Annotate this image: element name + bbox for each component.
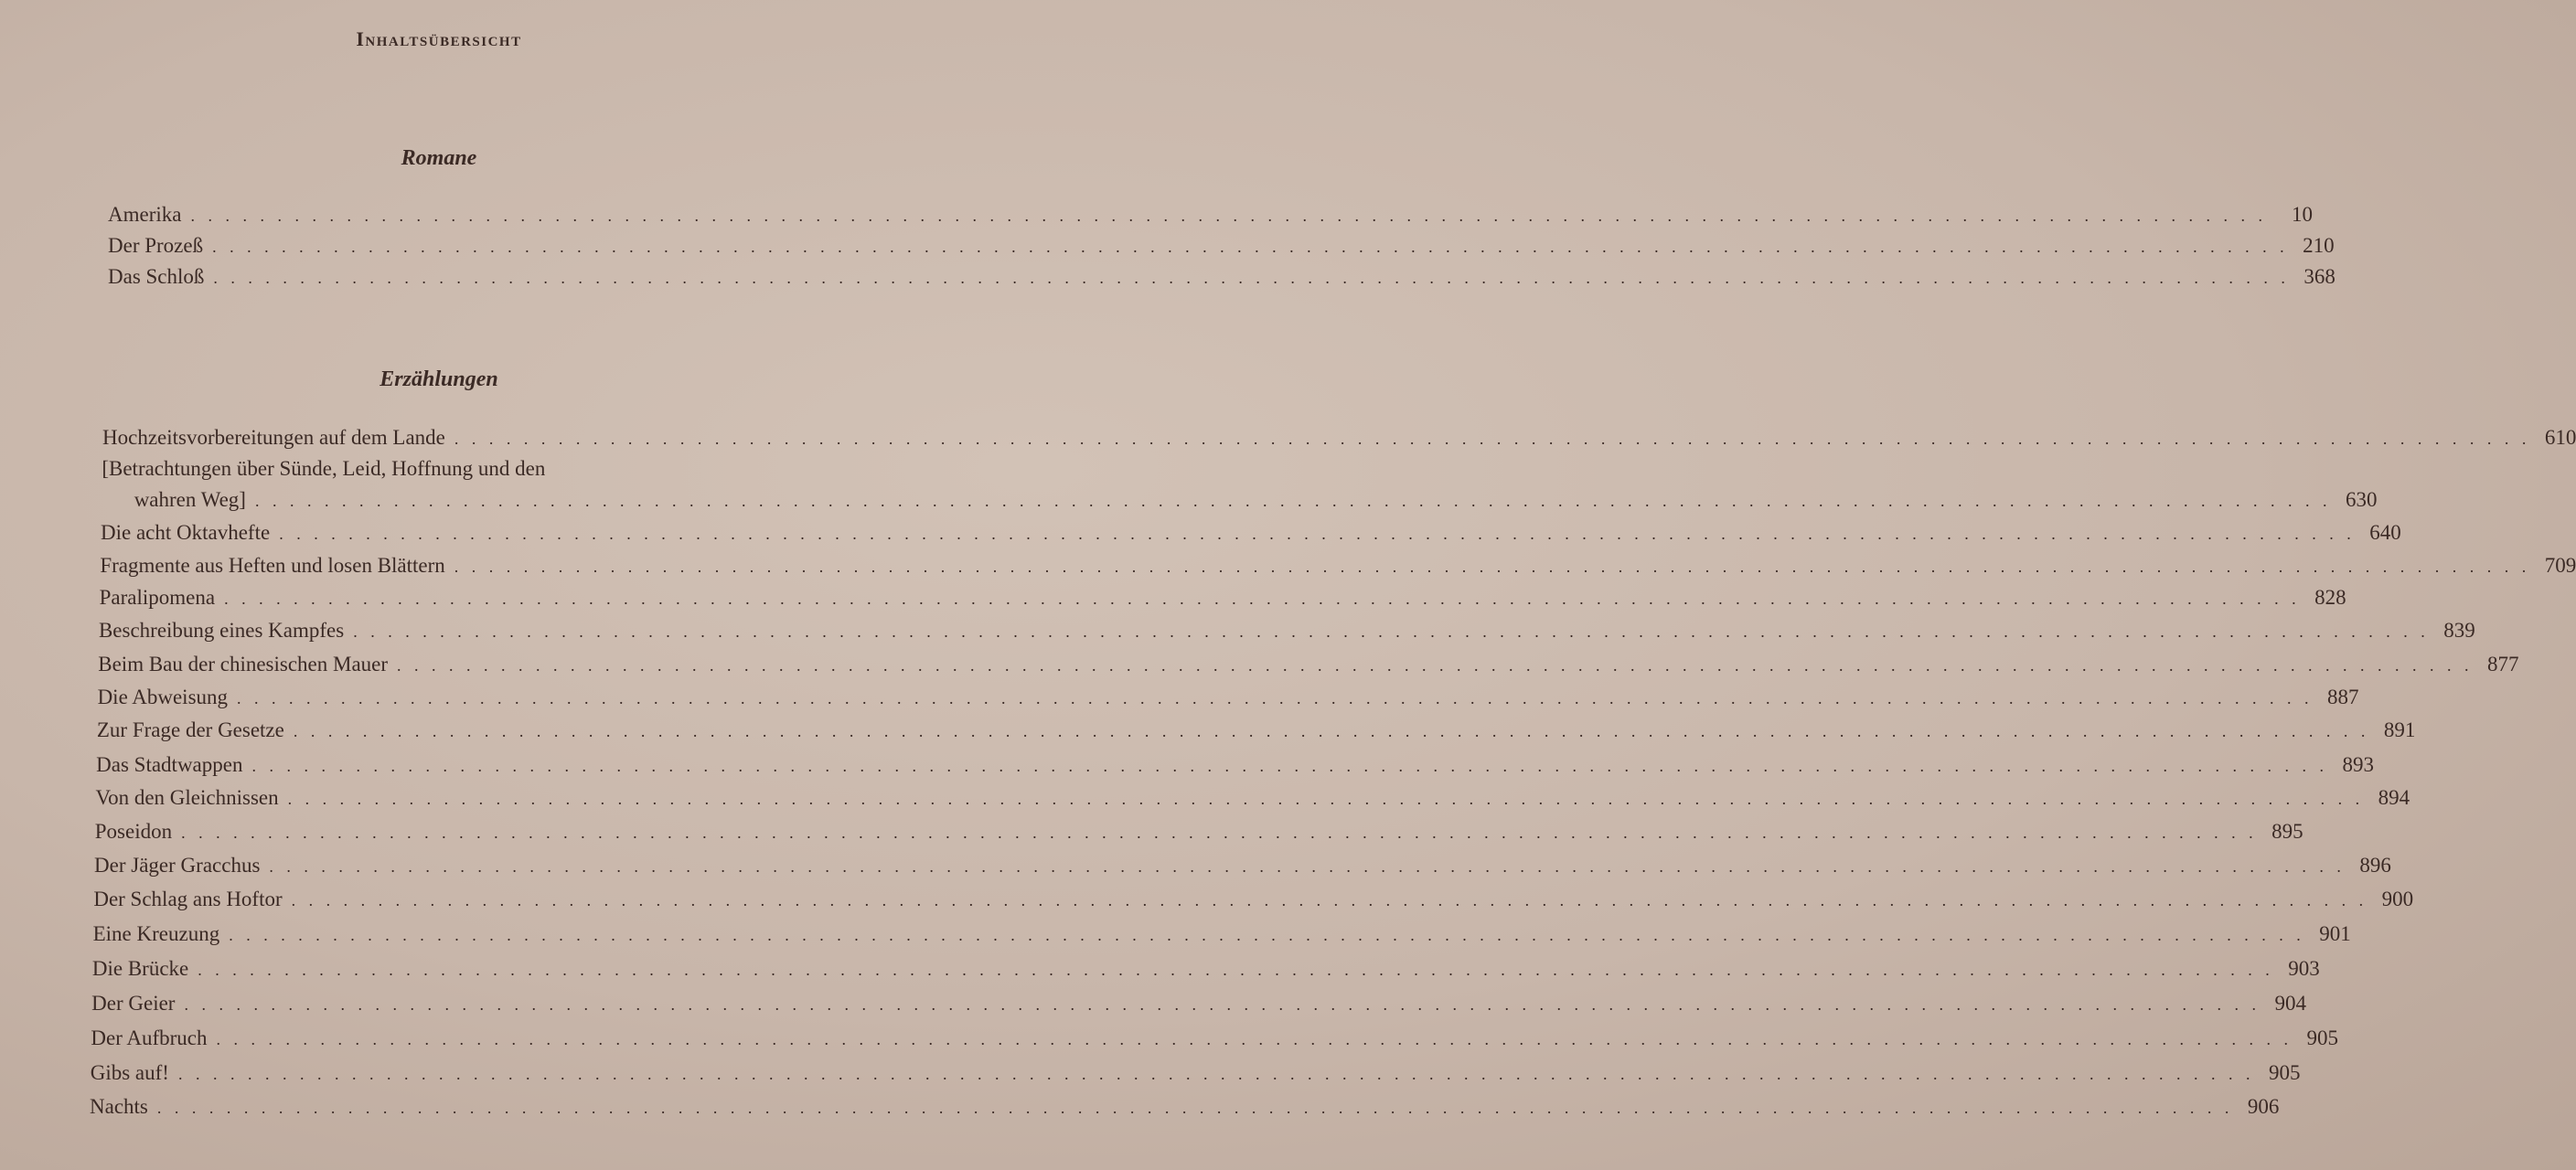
- leader-dots: . . . . . . . . . . . . . . . . . . . . . . . . . . . . . . . . . . . . . . . . . . . . . . . . . . . . . . . . . . . . . . . . . . . . . . . . . . . . . . . . . . . . . . . . . . . . . . . . . . . . . . . . . . . . . . . . . . . . . . . .: [213, 269, 2290, 287]
- entry-page: 894: [2378, 786, 2410, 809]
- leader-dots: . . . . . . . . . . . . . . . . . . . . . . . . . . . . . . . . . . . . . . . . . . . . . . . . . . . . . . . . . . . . . . . . . . . . . . . . . . . . . . . . . . . . . . . . . . . . . . . . . . . . . . . . . . . . . . . . . . . . . . . .: [156, 1099, 2234, 1117]
- entry-title: Beim Bau der chinesischen Mauer: [98, 653, 389, 675]
- toc-entry: [108, 203, 2313, 230]
- entry-title: Der Jäger Gracchus: [94, 854, 261, 877]
- entry-title: Eine Kreuzung: [92, 922, 220, 945]
- leader-dots: . . . . . . . . . . . . . . . . . . . . . . . . . . . . . . . . . . . . . . . . . . . . . . . . . . . . . . . . . . . . . . . . . . . . . . . . . . . . . . . . . . . . . . . . . . . . . . . . . . . . . . . . . . . . . . . . . . . . . . . .: [224, 590, 2301, 608]
- entry-page: 10: [2291, 203, 2313, 226]
- toc-entry: [99, 586, 2346, 613]
- entry-page: 901: [2319, 922, 2351, 945]
- toc-entry: [93, 888, 2414, 915]
- toc-entry: [91, 992, 2306, 1019]
- entry-title: Die acht Oktavhefte: [101, 521, 271, 544]
- toc-entry: [102, 457, 762, 484]
- entry-page: 630: [2345, 488, 2378, 511]
- leader-dots: . . . . . . . . . . . . . . . . . . . . . . . . . . . . . . . . . . . . . . . . . . . . . . . . . . . . . . . . . . . . . . . . . . . . . . . . . . . . . . . . . . . . . . . . . . . . . . . . . . . . . . . . . . . . . . . . . . . . . . . .: [291, 891, 2368, 909]
- entry-title: Der Aufbruch: [91, 1026, 208, 1049]
- toc-entry: [102, 426, 2576, 453]
- entry-title: Von den Gleichnissen: [95, 786, 279, 809]
- leader-dots: . . . . . . . . . . . . . . . . . . . . . . . . . . . . . . . . . . . . . . . . . . . . . . . . . . . . . . . . . . . . . . . . . . . . . . . . . . . . . . . . . . . . . . . . . . . . . . . . . . . . . . . . . . . . . . . . . . . . . . . .: [212, 238, 2289, 256]
- leader-dots: . . . . . . . . . . . . . . . . . . . . . . . . . . . . . . . . . . . . . . . . . . . . . . . . . . . . . . . . . . . . . . . . . . . . . . . . . . . . . . . . . . . . . . . . . . . . . . . . . . . . . . . . . . . . . . . . . . . . . . . .: [190, 207, 2267, 225]
- leader-dots: . . . . . . . . . . . . . . . . . . . . . . . . . . . . . . . . . . . . . . . . . . . . . . . . . . . . . . . . . . . . . . . . . . . . . . . . . . . . . . . . . . . . . . . . . . . . . . . . . . . . . . . . . . . . . . . . . . . . . . . .: [216, 1030, 2293, 1048]
- leader-dots: . . . . . . . . . . . . . . . . . . . . . . . . . . . . . . . . . . . . . . . . . . . . . . . . . . . . . . . . . . . . . . . . . . . . . . . . . . . . . . . . . . . . . . . . . . . . . . . . . . . . . . . . . . . . . . . . . . . . . . . .: [454, 430, 2531, 448]
- entry-page: 896: [2359, 854, 2391, 877]
- leader-dots: . . . . . . . . . . . . . . . . . . . . . . . . . . . . . . . . . . . . . . . . . . . . . . . . . . . . . . . . . . . . . . . . . . . . . . . . . . . . . . . . . . . . . . . . . . . . . . . . . . . . . . . . . . . . . . . . . . . . . . . .: [184, 995, 2261, 1014]
- toc-entry: [94, 820, 2303, 847]
- toc-entry: [98, 653, 2519, 680]
- leader-dots: . . . . . . . . . . . . . . . . . . . . . . . . . . . . . . . . . . . . . . . . . . . . . . . . . . . . . . . . . . . . . . . . . . . . . . . . . . . . . . . . . . . . . . . . . . . . . . . . . . . . . . . . . . . . . . . . . . . . . . . .: [269, 857, 2346, 876]
- entry-page: 900: [2381, 888, 2414, 910]
- leader-dots: . . . . . . . . . . . . . . . . . . . . . . . . . . . . . . . . . . . . . . . . . . . . . . . . . . . . . . . . . . . . . . . . . . . . . . . . . . . . . . . . . . . . . . . . . . . . . . . . . . . . . . . . . . . . . . . . . . . . . . . .: [279, 525, 2356, 543]
- toc-entry: [100, 554, 2576, 581]
- entry-title: Paralipomena: [99, 586, 216, 609]
- entry-page: 610: [2544, 426, 2576, 449]
- entry-title: wahren Weg]: [134, 488, 246, 511]
- leader-dots: . . . . . . . . . . . . . . . . . . . . . . . . . . . . . . . . . . . . . . . . . . . . . . . . . . . . . . . . . . . . . . . . . . . . . . . . . . . . . . . . . . . . . . . . . . . . . . . . . . . . . . . . . . . . . . . . . . . . . . . .: [287, 790, 2365, 808]
- entry-page: 903: [2288, 957, 2320, 980]
- leader-dots: . . . . . . . . . . . . . . . . . . . . . . . . . . . . . . . . . . . . . . . . . . . . . . . . . . . . . . . . . . . . . . . . . . . . . . . . . . . . . . . . . . . . . . . . . . . . . . . . . . . . . . . . . . . . . . . . . . . . . . . .: [293, 722, 2370, 740]
- entry-page: 893: [2342, 753, 2374, 776]
- entry-title: Zur Frage der Gesetze: [96, 718, 284, 741]
- entry-page: 905: [2268, 1061, 2301, 1084]
- toc-entry: [108, 234, 2335, 261]
- toc-entry: [101, 521, 2401, 548]
- toc-entry: [96, 753, 2374, 781]
- leader-dots: . . . . . . . . . . . . . . . . . . . . . . . . . . . . . . . . . . . . . . . . . . . . . . . . . . . . . . . . . . . . . . . . . . . . . . . . . . . . . . . . . . . . . . . . . . . . . . . . . . . . . . . . . . . . . . . . . . . . . . . .: [177, 1065, 2255, 1083]
- entry-page: 828: [2314, 586, 2346, 609]
- entry-title: Nachts: [90, 1095, 148, 1118]
- entry-page: 904: [2274, 992, 2306, 1015]
- entry-page: 839: [2443, 619, 2475, 642]
- leader-dots: . . . . . . . . . . . . . . . . . . . . . . . . . . . . . . . . . . . . . . . . . . . . . . . . . . . . . . . . . . . . . . . . . . . . . . . . . . . . . . . . . . . . . . . . . . . . . . . . . . . . . . . . . . . . . . . . . . . . . . . .: [454, 558, 2531, 576]
- entry-title: Hochzeitsvorbereitungen auf dem Lande: [102, 426, 445, 449]
- entry-page: 877: [2487, 653, 2519, 675]
- leader-dots: . . . . . . . . . . . . . . . . . . . . . . . . . . . . . . . . . . . . . . . . . . . . . . . . . . . . . . . . . . . . . . . . . . . . . . . . . . . . . . . . . . . . . . . . . . . . . . . . . . . . . . . . . . . . . . . . . . . . . . . .: [198, 961, 2274, 979]
- leader-dots: . . . . . . . . . . . . . . . . . . . . . . . . . . . . . . . . . . . . . . . . . . . . . . . . . . . . . . . . . . . . . . . . . . . . . . . . . . . . . . . . . . . . . . . . . . . . . . . . . . . . . . . . . . . . . . . . . . . . . . . .: [353, 622, 2430, 641]
- entry-title: Der Geier: [91, 992, 176, 1015]
- toc-entry: [134, 488, 2378, 516]
- page-title: Inhaltsübersicht: [356, 27, 522, 50]
- entry-page: 887: [2327, 686, 2359, 708]
- entry-page: 895: [2271, 820, 2303, 843]
- leader-dots: . . . . . . . . . . . . . . . . . . . . . . . . . . . . . . . . . . . . . . . . . . . . . . . . . . . . . . . . . . . . . . . . . . . . . . . . . . . . . . . . . . . . . . . . . . . . . . . . . . . . . . . . . . . . . . . . . . . . . . . .: [229, 926, 2305, 944]
- section-heading-erzaehlungen: Erzählungen: [379, 367, 498, 391]
- entry-title: Beschreibung eines Kampfes: [98, 619, 345, 642]
- toc-entry: [98, 619, 2475, 646]
- entry-title: Der Prozeß: [108, 234, 204, 257]
- entry-page: 891: [2383, 718, 2416, 741]
- entry-title: Der Schlag ans Hoftor: [93, 888, 283, 910]
- leader-dots: . . . . . . . . . . . . . . . . . . . . . . . . . . . . . . . . . . . . . . . . . . . . . . . . . . . . . . . . . . . . . . . . . . . . . . . . . . . . . . . . . . . . . . . . . . . . . . . . . . . . . . . . . . . . . . . . . . . . . . . .: [181, 824, 2258, 842]
- toc-entry: [96, 718, 2416, 746]
- entry-title: [Betrachtungen über Sünde, Leid, Hoffnung und den: [102, 457, 546, 480]
- entry-title: Das Schloß: [108, 265, 205, 288]
- entry-title: Das Stadtwappen: [96, 753, 243, 776]
- entry-page: 905: [2306, 1026, 2339, 1049]
- entry-page: 906: [2247, 1095, 2280, 1118]
- leader-dots: . . . . . . . . . . . . . . . . . . . . . . . . . . . . . . . . . . . . . . . . . . . . . . . . . . . . . . . . . . . . . . . . . . . . . . . . . . . . . . . . . . . . . . . . . . . . . . . . . . . . . . . . . . . . . . . . . . . . . . . .: [237, 689, 2314, 707]
- toc-entry: [90, 1061, 2301, 1089]
- entry-page: 640: [2369, 521, 2401, 544]
- entry-page: 709: [2544, 554, 2576, 577]
- section-heading-romane: Romane: [401, 146, 477, 170]
- toc-entry: [97, 686, 2359, 713]
- entry-page: 368: [2303, 265, 2336, 288]
- toc-entry: [95, 786, 2410, 814]
- entry-title: Die Abweisung: [97, 686, 229, 708]
- toc-entry: [92, 922, 2351, 950]
- leader-dots: . . . . . . . . . . . . . . . . . . . . . . . . . . . . . . . . . . . . . . . . . . . . . . . . . . . . . . . . . . . . . . . . . . . . . . . . . . . . . . . . . . . . . . . . . . . . . . . . . . . . . . . . . . . . . . . . . . . . . . . .: [397, 656, 2474, 675]
- entry-title: Fragmente aus Heften und losen Blättern: [100, 554, 445, 577]
- toc-entry: [90, 1095, 2280, 1122]
- entry-title: Die Brücke: [91, 957, 189, 980]
- toc-entry: [91, 957, 2320, 984]
- entry-title: Amerika: [108, 203, 182, 226]
- toc-entry: [108, 265, 2336, 292]
- entry-page: 210: [2303, 234, 2335, 257]
- entry-title: Poseidon: [94, 820, 173, 843]
- leader-dots: . . . . . . . . . . . . . . . . . . . . . . . . . . . . . . . . . . . . . . . . . . . . . . . . . . . . . . . . . . . . . . . . . . . . . . . . . . . . . . . . . . . . . . . . . . . . . . . . . . . . . . . . . . . . . . . . . . . . . . . .: [251, 757, 2328, 775]
- toc-entry: [94, 854, 2391, 881]
- toc-entry: [91, 1026, 2339, 1054]
- leader-dots: . . . . . . . . . . . . . . . . . . . . . . . . . . . . . . . . . . . . . . . . . . . . . . . . . . . . . . . . . . . . . . . . . . . . . . . . . . . . . . . . . . . . . . . . . . . . . . . . . . . . . . . . . . . . . . . . . . . . . . . .: [254, 492, 2332, 510]
- entry-title: Gibs auf!: [90, 1061, 169, 1084]
